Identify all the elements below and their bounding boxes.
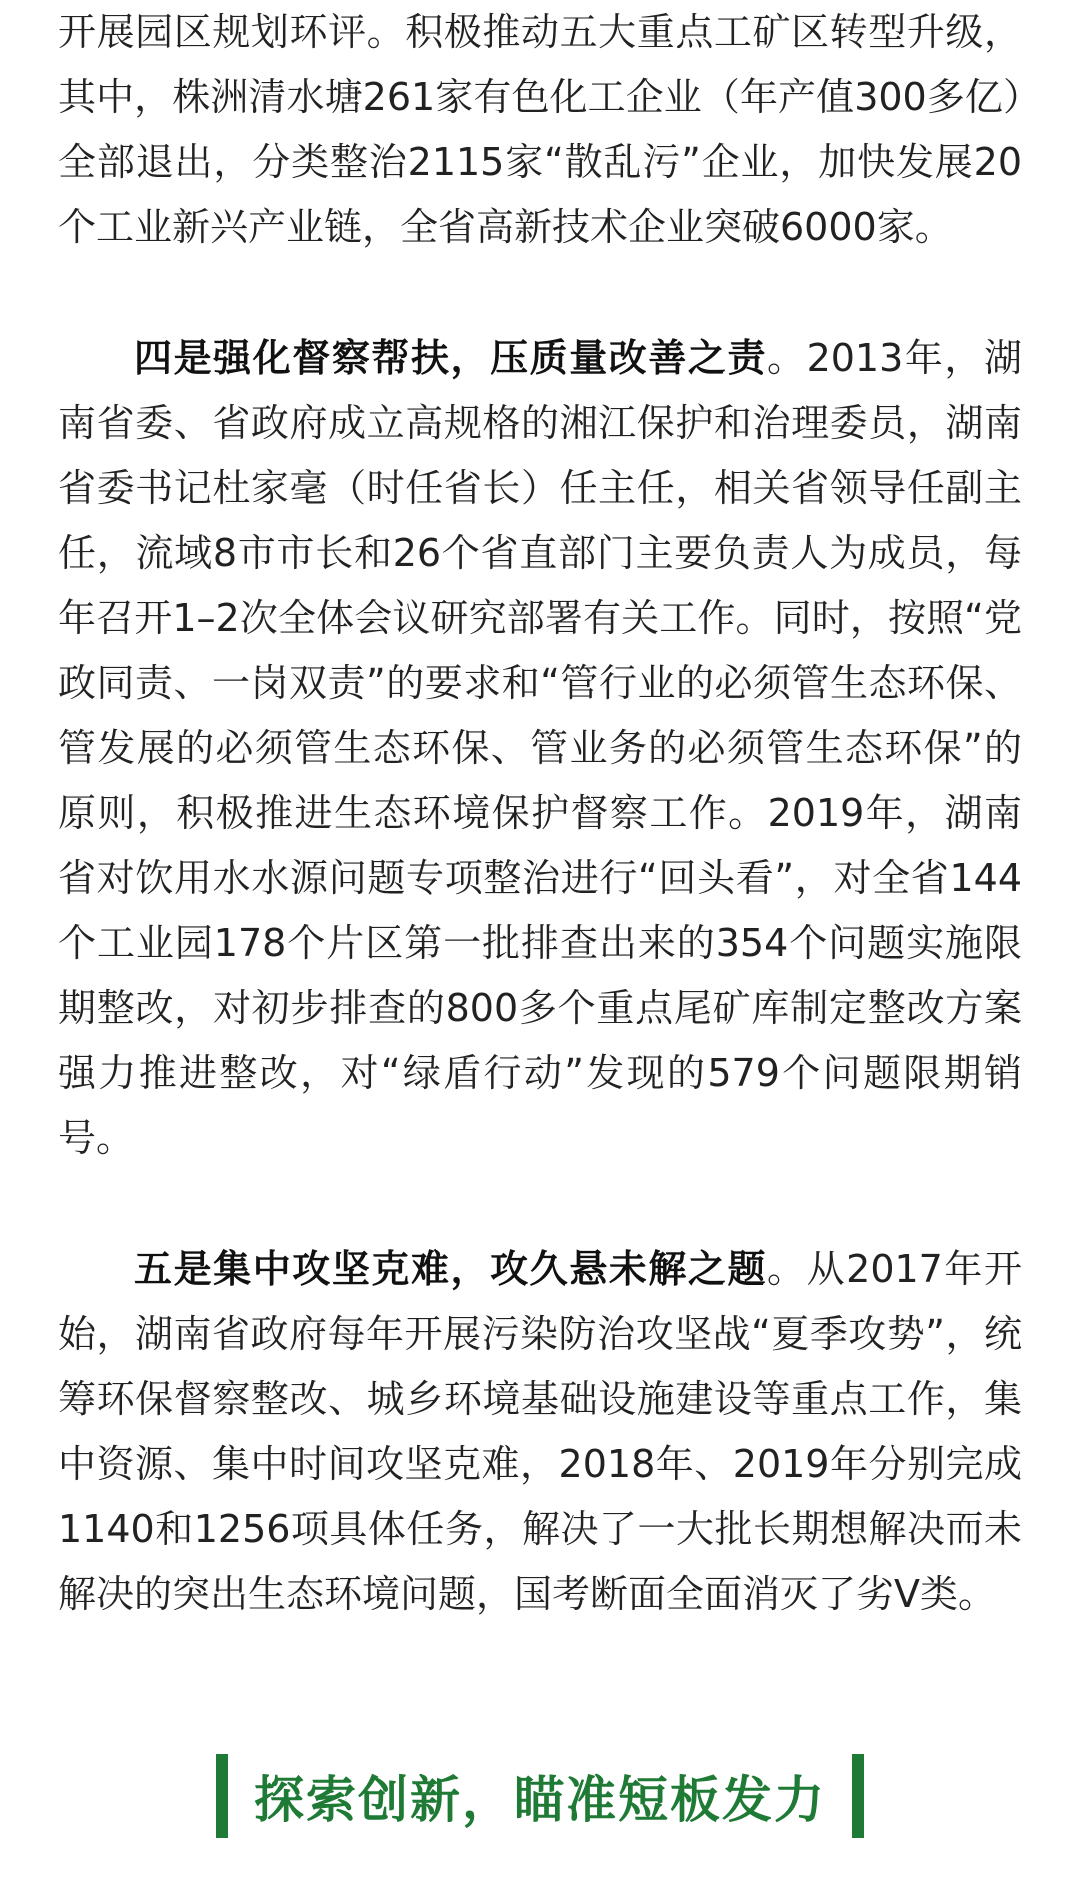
section-heading-banner bbox=[0, 1744, 1080, 1848]
paragraph-spacer bbox=[58, 1171, 1022, 1236]
paragraph-lead-heading: 四是强化督察帮扶，压质量改善之责 bbox=[134, 335, 768, 380]
paragraph-text: 。从2017年开始，湖南省政府每年开展污染防治攻坚战“夏季攻势”，统筹环保督察整改、城乡环境基础设施建设等重点工作，集中资源、集中时间攻坚克难，2018年、2019年分别完成1140和1256项具体任务，解决了一大批长期想解决而未解决的突出生态环境问题，国考断面全面消灭了劣Ⅴ类。 bbox=[58, 1247, 1022, 1616]
paragraph-tackle-problems bbox=[58, 1236, 1022, 1627]
paragraph-supervision bbox=[58, 325, 1022, 1171]
article-body bbox=[58, 0, 1022, 1627]
left-accent-bar bbox=[216, 1754, 228, 1838]
paragraph-spacer bbox=[58, 260, 1022, 325]
paragraph-lead-heading: 五是集中攻坚克难，攻久悬未解之题 bbox=[134, 1246, 768, 1291]
section-heading bbox=[216, 1754, 864, 1838]
paragraph-text: 。2013年，湖南省委、省政府成立高规格的湘江保护和治理委员，湖南省委书记杜家毫（时任省长）任主任，相关省领导任副主任，流域8市市长和26个省直部门主要负责人为成员，每年召开1–2次全体会议研究部署有关工作。同时，按照“党政同责、一岗双责”的要求和“管行业的必须管生态环保、管发展的必须管生态环保、管业务的必须管生态环保”的原则，积极推进生态环境保护督察工作。2019年，湖南省对饮用水水源问题专项整治进行“回头看”，对全省144个工业园178个片区第一批排查出来的354个问题实施限期整改，对初步排查的800多个重点尾矿库制定整改方案强力推进整改，对“绿盾行动”发现的579个问题限期销号。 bbox=[58, 336, 1022, 1160]
section-heading-title: 探索创新，瞄准短板发力 bbox=[254, 1770, 826, 1829]
right-accent-bar bbox=[852, 1754, 864, 1838]
paragraph-industrial-upgrade bbox=[58, 0, 1022, 260]
paragraph-text: 开展园区规划环评。积极推动五大重点工矿区转型升级，其中，株洲清水塘261家有色化工企业（年产值300多亿）全部退出，分类整治2115家“散乱污”企业，加快发展20个工业新兴产业链，全省高新技术企业突破6000家。 bbox=[58, 10, 1022, 249]
